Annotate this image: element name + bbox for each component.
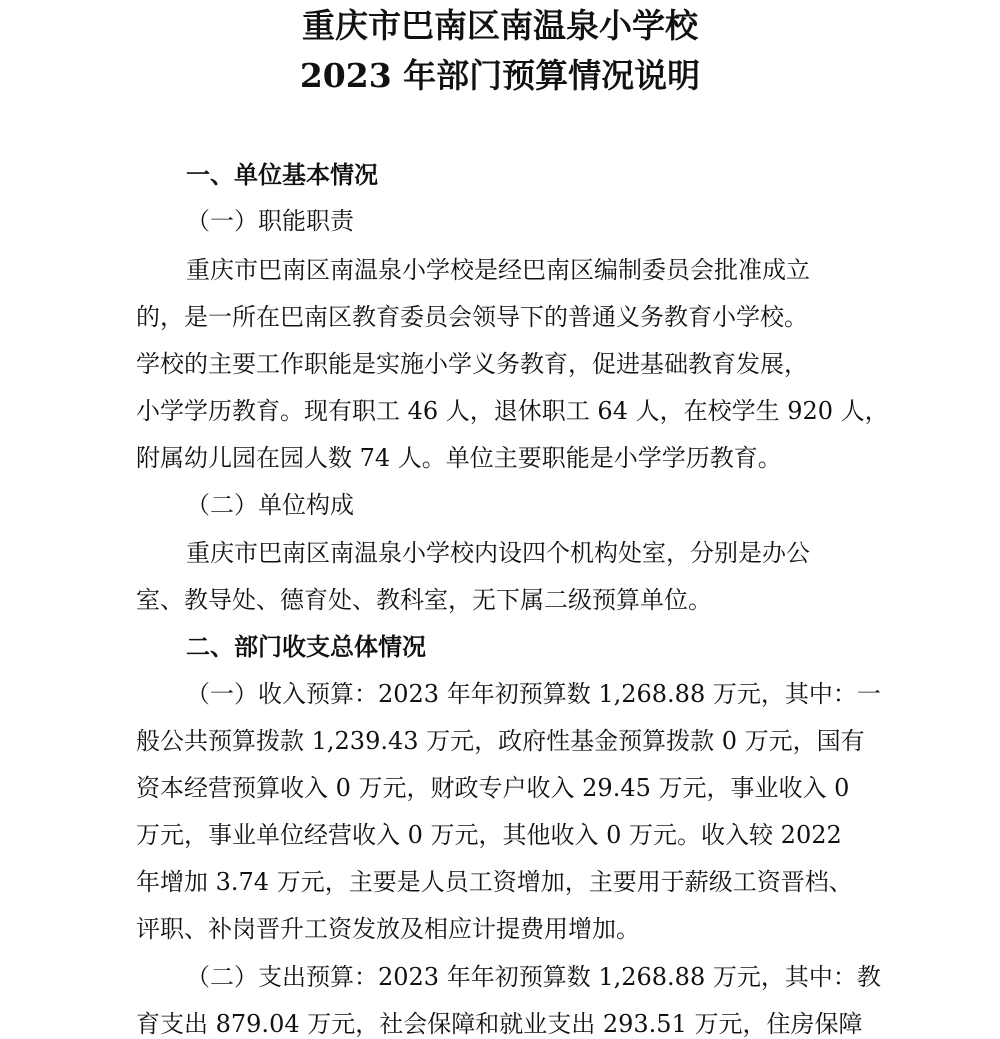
paragraph-line	[186, 679, 881, 709]
paragraph-line: 年增加 3.74 万元，主要是人员工资增加，主要用于薪级工资晋档、	[136, 868, 853, 896]
expense-budget-label: （二）支出预算：	[186, 963, 378, 991]
subheading-structure: （二）单位构成	[186, 491, 354, 519]
paragraph-line: 育支出 879.04 万元，社会保障和就业支出 293.51 万元，住房保障	[136, 1010, 863, 1038]
paragraph-line: 室、教导处、德育处、教科室，无下属二级预算单位。	[136, 586, 712, 614]
document-title-line2: 2023 年部门预算情况说明	[299, 56, 701, 95]
subheading-functions: （一）职能职责	[186, 207, 354, 235]
section-heading-basic-info: 一、单位基本情况	[186, 160, 378, 189]
paragraph-line: 重庆市巴南区南温泉小学校内设四个机构处室，分别是办公	[186, 539, 810, 567]
paragraph-line: 万元，事业单位经营收入 0 万元，其他收入 0 万元。收入较 2022	[136, 821, 842, 849]
paragraph-line: 附属幼儿园在园人数 74 人。单位主要职能是小学学历教育。	[136, 444, 782, 472]
paragraph-line: 资本经营预算收入 0 万元，财政专户收入 29.45 万元，事业收入 0	[136, 774, 850, 802]
paragraph-line: 的，是一所在巴南区教育委员会领导下的普通义务教育小学校。	[136, 303, 808, 331]
section-heading-budget-overview: 二、部门收支总体情况	[186, 632, 426, 661]
expense-budget-text: 2023 年年初预算数 1,268.88 万元，其中：教	[378, 963, 881, 991]
income-budget-text: 2023 年年初预算数 1,268.88 万元，其中：一	[378, 680, 881, 708]
paragraph-line: 般公共预算拨款 1,239.43 万元，政府性基金预算拨款 0 万元，国有	[136, 727, 865, 755]
income-budget-label: （一）收入预算：	[186, 680, 378, 708]
paragraph-line: 评职、补岗晋升工资发放及相应计提费用增加。	[136, 915, 640, 943]
paragraph-line: 重庆市巴南区南温泉小学校是经巴南区编制委员会批准成立	[186, 256, 810, 284]
document-title-line1: 重庆市巴南区南温泉小学校	[302, 6, 698, 45]
paragraph-line: 小学学历教育。现有职工 46 人，退休职工 64 人，在校学生 920 人，	[136, 397, 889, 425]
paragraph-line	[186, 962, 881, 992]
paragraph-line: 学校的主要工作职能是实施小学义务教育，促进基础教育发展，	[136, 350, 808, 378]
